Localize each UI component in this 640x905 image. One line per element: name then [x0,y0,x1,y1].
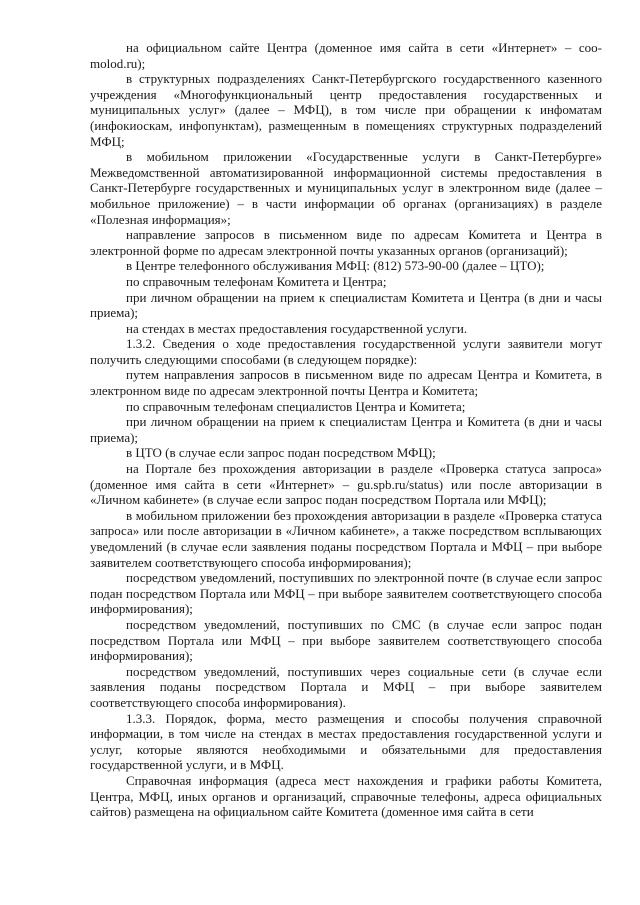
document-page [90,40,602,820]
paragraph-portal-status: на Портале без прохождения авторизации в разделе «Проверка статуса запроса» (доменное имя сайта в сети «Интернет» – gu.spb.ru/status) или после авторизации в «Личном кабинете» (в случае если запрос подан посредством Портала или МФЦ); [90,461,602,508]
paragraph-mfc-subdivisions: в структурных подразделениях Санкт-Петербургского государственного казенного учреждения «Многофункциональный центр предоставления государственных и муниципальных услуг» (далее – МФЦ), в том числе при обращении к инфоматам (инфокиоскам, инфопунктам), размещенным в помещениях структурных подразделений МФЦ; [90,71,602,149]
paragraph-specialist-phones: по справочным телефонам специалистов Центра и Комитета; [126,398,466,414]
paragraph-section-1-3-2: 1.3.2. Сведения о ходе предоставления государственной услуги заявители могут получить следующими способами (в следующем порядке): [90,336,602,367]
paragraph-sms-notifications: посредством уведомлений, поступивших по СМС (в случае если запрос подан посредством Портала или МФЦ – при выборе заявителем соответствующего способа информирования); [90,616,602,664]
paragraph-personal-visit: при личном обращении на прием к специалистам Комитета и Центра (в дни и часы приема); [90,289,602,321]
paragraph-cto: в ЦТО (в случае если запрос подан посредством МФЦ); [126,445,436,461]
paragraph-written-requests-status: путем направления запросов в письменном виде по адресам Центра и Комитета, в электронном виде по адресам электронной почты Центра и Комитета; [90,367,602,399]
paragraph-written-requests: направление запросов в письменном виде по адресам Комитета и Центра в электронной форме по адресам электронной почты указанных органов (организаций); [90,227,602,258]
paragraph-mobile-app: в мобильном приложении «Государственные услуги в Санкт-Петербурге» Межведомственной автоматизированной информационной системы предоставления в Санкт-Петербурге государственных и муниципальных услуг в электронном виде (далее – мобильное приложение) – в части информации об органах (организациях) в разделе «Полезная информация»; [90,149,602,227]
paragraph-personal-visit-status: при личном обращении на прием к специалистам Центра и Комитета (в дни и часы приема); [90,414,602,445]
paragraph-reference-info: Справочная информация (адреса мест нахождения и графики работы Комитета, Центра, МФЦ, иных органов и организаций, справочные телефоны, адреса официальных сайтов) размещена на официальном сайте Комитета (доменное имя сайта в сети [90,772,602,820]
paragraph-social-notifications: посредством уведомлений, поступивших через социальные сети (в случае если заявления поданы посредством Портала и МФЦ – при выборе заявителем соответствующего способа информирования). [90,663,602,710]
paragraph-stands: на стендах в местах предоставления государственной услуги. [126,320,468,336]
paragraph-call-center: в Центре телефонного обслуживания МФЦ: (812) 573-90-00 (далее – ЦТО); [126,258,545,274]
paragraph-center-website: на официальном сайте Центра (доменное имя сайта в сети «Интернет» – coo-molod.ru); [90,40,602,71]
paragraph-reference-phones: по справочным телефонам Комитета и Центра; [126,273,387,289]
paragraph-mobile-app-status: в мобильном приложении без прохождения авторизации в разделе «Проверка статуса запроса» или после авторизации в «Личном кабинете», а также посредством всплывающих уведомлений (в случае если заявления поданы посредством Портала и МФЦ – при выборе заявителем соответствующего способа информирования); [90,507,602,570]
paragraph-section-1-3-3: 1.3.3. Порядок, форма, место размещения и способы получения справочной информации, в том числе на стендах в местах предоставления государственной услуги и услуг, которые являются необходимыми и обязательными для предоставления государственной услуги, и в МФЦ. [90,710,602,773]
paragraph-email-notifications: посредством уведомлений, поступивших по электронной почте (в случае если запрос подан посредством Портала или МФЦ – при выборе заявителем соответствующего способа информирования); [90,570,602,617]
